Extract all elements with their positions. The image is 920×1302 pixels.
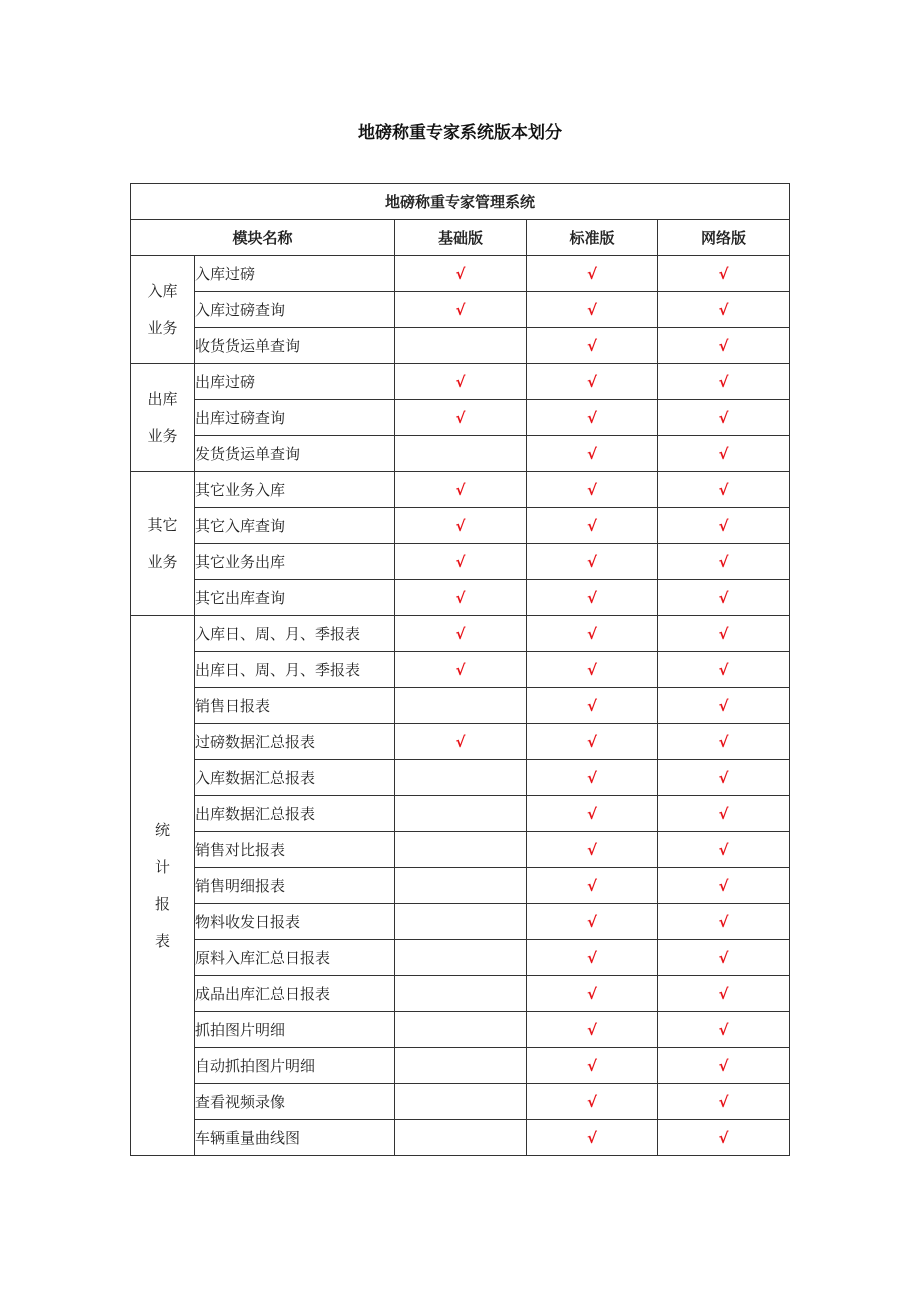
- header-standard-edition: 标准版: [527, 220, 658, 256]
- module-name: 收货货运单查询: [195, 328, 395, 364]
- table-row: [131, 688, 790, 724]
- table-row: [131, 652, 790, 688]
- table-row: [131, 436, 790, 472]
- standard-edition-check-icon: √: [527, 976, 658, 1012]
- network-edition-check-icon: √: [658, 760, 790, 796]
- network-edition-check-icon: √: [658, 904, 790, 940]
- module-name: 入库数据汇总报表: [195, 760, 395, 796]
- standard-edition-check-icon: √: [527, 904, 658, 940]
- module-name: 成品出库汇总日报表: [195, 976, 395, 1012]
- network-edition-check-icon: √: [658, 328, 790, 364]
- standard-edition-check-icon: √: [527, 472, 658, 508]
- basic-edition-check-icon: √: [395, 652, 527, 688]
- header-basic-edition: 基础版: [395, 220, 527, 256]
- basic-edition-check-icon: [395, 688, 527, 724]
- network-edition-check-icon: √: [658, 544, 790, 580]
- standard-edition-check-icon: √: [527, 940, 658, 976]
- group-label: [131, 256, 195, 364]
- basic-edition-check-icon: √: [395, 508, 527, 544]
- module-name: 其它业务入库: [195, 472, 395, 508]
- module-name: 其它业务出库: [195, 544, 395, 580]
- table-row: [131, 832, 790, 868]
- network-edition-check-icon: √: [658, 1012, 790, 1048]
- basic-edition-check-icon: √: [395, 364, 527, 400]
- standard-edition-check-icon: √: [527, 508, 658, 544]
- network-edition-check-icon: √: [658, 256, 790, 292]
- header-module-name: 模块名称: [131, 220, 395, 256]
- standard-edition-check-icon: √: [527, 760, 658, 796]
- system-title-row: [131, 184, 790, 220]
- network-edition-check-icon: √: [658, 616, 790, 652]
- network-edition-check-icon: √: [658, 508, 790, 544]
- table-row: [131, 724, 790, 760]
- module-name: 过磅数据汇总报表: [195, 724, 395, 760]
- standard-edition-check-icon: √: [527, 544, 658, 580]
- network-edition-check-icon: √: [658, 1084, 790, 1120]
- table-row: [131, 508, 790, 544]
- basic-edition-check-icon: [395, 1012, 527, 1048]
- standard-edition-check-icon: √: [527, 1084, 658, 1120]
- module-name: 出库日、周、月、季报表: [195, 652, 395, 688]
- table-row: [131, 904, 790, 940]
- standard-edition-check-icon: √: [527, 724, 658, 760]
- network-edition-check-icon: √: [658, 292, 790, 328]
- network-edition-check-icon: √: [658, 364, 790, 400]
- network-edition-check-icon: √: [658, 724, 790, 760]
- standard-edition-check-icon: √: [527, 256, 658, 292]
- module-name: 销售日报表: [195, 688, 395, 724]
- system-title: 地磅称重专家管理系统: [131, 184, 790, 220]
- basic-edition-check-icon: [395, 1048, 527, 1084]
- basic-edition-check-icon: √: [395, 400, 527, 436]
- basic-edition-check-icon: √: [395, 580, 527, 616]
- table-row: [131, 796, 790, 832]
- module-name: 原料入库汇总日报表: [195, 940, 395, 976]
- basic-edition-check-icon: √: [395, 616, 527, 652]
- basic-edition-check-icon: [395, 328, 527, 364]
- network-edition-check-icon: √: [658, 868, 790, 904]
- network-edition-check-icon: √: [658, 688, 790, 724]
- standard-edition-check-icon: √: [527, 400, 658, 436]
- group-label-line: 其它: [147, 515, 178, 534]
- network-edition-check-icon: √: [658, 1048, 790, 1084]
- standard-edition-check-icon: √: [527, 688, 658, 724]
- version-comparison-table: [130, 183, 790, 1156]
- table-row: [131, 760, 790, 796]
- group-label-line: 表: [154, 931, 170, 950]
- module-name: 其它入库查询: [195, 508, 395, 544]
- module-name: 其它出库查询: [195, 580, 395, 616]
- module-name: 自动抓拍图片明细: [195, 1048, 395, 1084]
- basic-edition-check-icon: √: [395, 472, 527, 508]
- network-edition-check-icon: √: [658, 940, 790, 976]
- basic-edition-check-icon: [395, 1084, 527, 1120]
- module-name: 车辆重量曲线图: [195, 1120, 395, 1156]
- group-label-line: 报: [154, 894, 170, 913]
- basic-edition-check-icon: √: [395, 544, 527, 580]
- network-edition-check-icon: √: [658, 580, 790, 616]
- table-row: [131, 544, 790, 580]
- table-row: [131, 400, 790, 436]
- basic-edition-check-icon: [395, 760, 527, 796]
- document-title: 地磅称重专家系统版本划分: [358, 123, 562, 143]
- standard-edition-check-icon: √: [527, 580, 658, 616]
- module-name: 抓拍图片明细: [195, 1012, 395, 1048]
- group-label-line: 统: [154, 820, 170, 839]
- standard-edition-check-icon: √: [527, 364, 658, 400]
- table-row: [131, 976, 790, 1012]
- group-label-line: 业务: [147, 318, 178, 337]
- standard-edition-check-icon: √: [527, 328, 658, 364]
- group-label: [131, 616, 195, 1156]
- table-row: [131, 328, 790, 364]
- module-name: 出库数据汇总报表: [195, 796, 395, 832]
- header-network-edition: 网络版: [658, 220, 790, 256]
- basic-edition-check-icon: √: [395, 724, 527, 760]
- table-row: [131, 580, 790, 616]
- basic-edition-check-icon: [395, 976, 527, 1012]
- group-label-line: 业务: [147, 426, 178, 445]
- table-row: [131, 292, 790, 328]
- table-row: [131, 364, 790, 400]
- network-edition-check-icon: √: [658, 796, 790, 832]
- module-name: 出库过磅查询: [195, 400, 395, 436]
- standard-edition-check-icon: √: [527, 832, 658, 868]
- table-row: [131, 256, 790, 292]
- group-label-line: 出库: [147, 389, 178, 408]
- table-row: [131, 1012, 790, 1048]
- module-name: 入库过磅查询: [195, 292, 395, 328]
- basic-edition-check-icon: [395, 1120, 527, 1156]
- network-edition-check-icon: √: [658, 832, 790, 868]
- group-label: [131, 472, 195, 616]
- standard-edition-check-icon: √: [527, 292, 658, 328]
- table-row: [131, 1048, 790, 1084]
- module-name: 查看视频录像: [195, 1084, 395, 1120]
- module-name: 物料收发日报表: [195, 904, 395, 940]
- network-edition-check-icon: √: [658, 652, 790, 688]
- table-row: [131, 1120, 790, 1156]
- module-name: 发货货运单查询: [195, 436, 395, 472]
- header-row: [131, 220, 790, 256]
- standard-edition-check-icon: √: [527, 796, 658, 832]
- group-label-line: 计: [154, 857, 170, 876]
- table-row: [131, 616, 790, 652]
- standard-edition-check-icon: √: [527, 1012, 658, 1048]
- group-label-line: 入库: [147, 281, 178, 300]
- table-row: [131, 1084, 790, 1120]
- standard-edition-check-icon: √: [527, 868, 658, 904]
- standard-edition-check-icon: √: [527, 1120, 658, 1156]
- network-edition-check-icon: √: [658, 472, 790, 508]
- module-name: 销售对比报表: [195, 832, 395, 868]
- group-label: [131, 364, 195, 472]
- network-edition-check-icon: √: [658, 976, 790, 1012]
- module-name: 入库日、周、月、季报表: [195, 616, 395, 652]
- basic-edition-check-icon: [395, 868, 527, 904]
- network-edition-check-icon: √: [658, 400, 790, 436]
- basic-edition-check-icon: √: [395, 292, 527, 328]
- module-name: 入库过磅: [195, 256, 395, 292]
- standard-edition-check-icon: √: [527, 652, 658, 688]
- basic-edition-check-icon: [395, 436, 527, 472]
- module-name: 出库过磅: [195, 364, 395, 400]
- basic-edition-check-icon: [395, 832, 527, 868]
- group-label-line: 业务: [147, 552, 178, 571]
- basic-edition-check-icon: [395, 940, 527, 976]
- network-edition-check-icon: √: [658, 436, 790, 472]
- standard-edition-check-icon: √: [527, 1048, 658, 1084]
- basic-edition-check-icon: √: [395, 256, 527, 292]
- table-row: [131, 868, 790, 904]
- basic-edition-check-icon: [395, 904, 527, 940]
- module-name: 销售明细报表: [195, 868, 395, 904]
- standard-edition-check-icon: √: [527, 616, 658, 652]
- standard-edition-check-icon: √: [527, 436, 658, 472]
- table-row: [131, 472, 790, 508]
- table-row: [131, 940, 790, 976]
- basic-edition-check-icon: [395, 796, 527, 832]
- network-edition-check-icon: √: [658, 1120, 790, 1156]
